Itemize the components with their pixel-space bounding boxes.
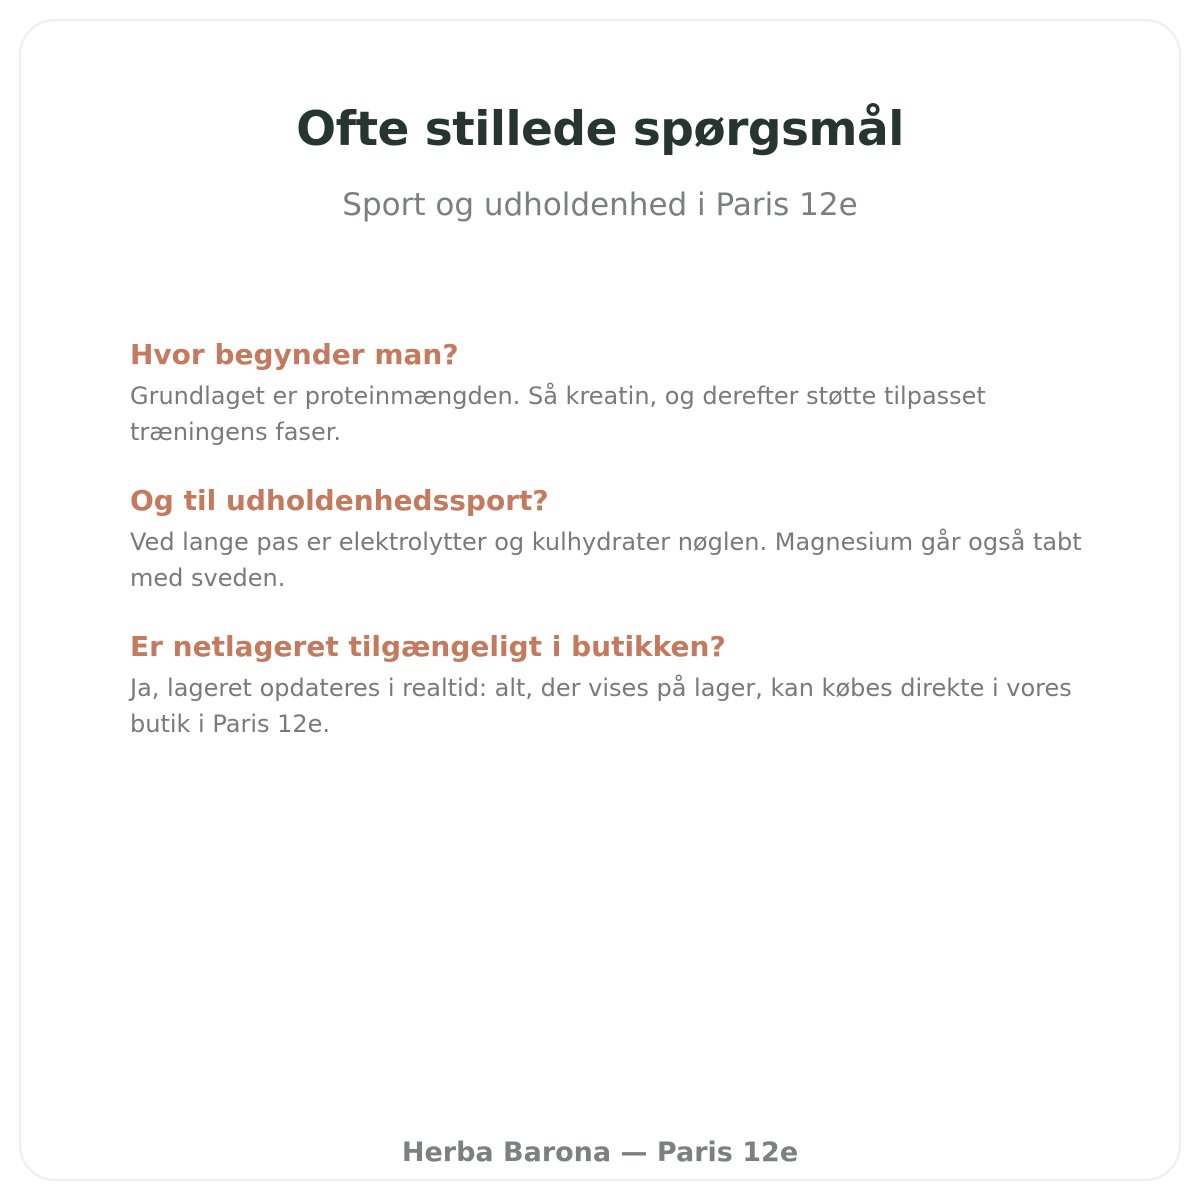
faq-question: Hvor begynder man? <box>130 338 459 371</box>
faq-question: Og til udholdenhedssport? <box>130 484 549 517</box>
faq-answer: Ja, lageret opdateres i realtid: alt, der vises på lager, kan købes direkte i vores butik i Paris 12e. <box>130 674 1072 738</box>
page-title: Ofte stillede spørgsmål <box>296 102 904 157</box>
faq-question: Er netlageret tilgængeligt i butikken? <box>130 630 726 663</box>
faq-answer: Ved lange pas er elektrolytter og kulhydrater nøglen. Magnesium går også tabt med sveden. <box>130 528 1082 592</box>
faq-item <box>130 336 1120 450</box>
footer-brand: Herba Barona — Paris 12e <box>401 1137 799 1168</box>
faq-item <box>130 482 1120 596</box>
faq-answer: Grundlaget er proteinmængden. Så kreatin, og derefter støtte tilpasset træningens faser. <box>130 382 986 446</box>
page-subtitle: Sport og udholdenhed i Paris 12e <box>342 187 858 223</box>
faq-list <box>130 336 1120 774</box>
faq-item <box>130 628 1120 742</box>
